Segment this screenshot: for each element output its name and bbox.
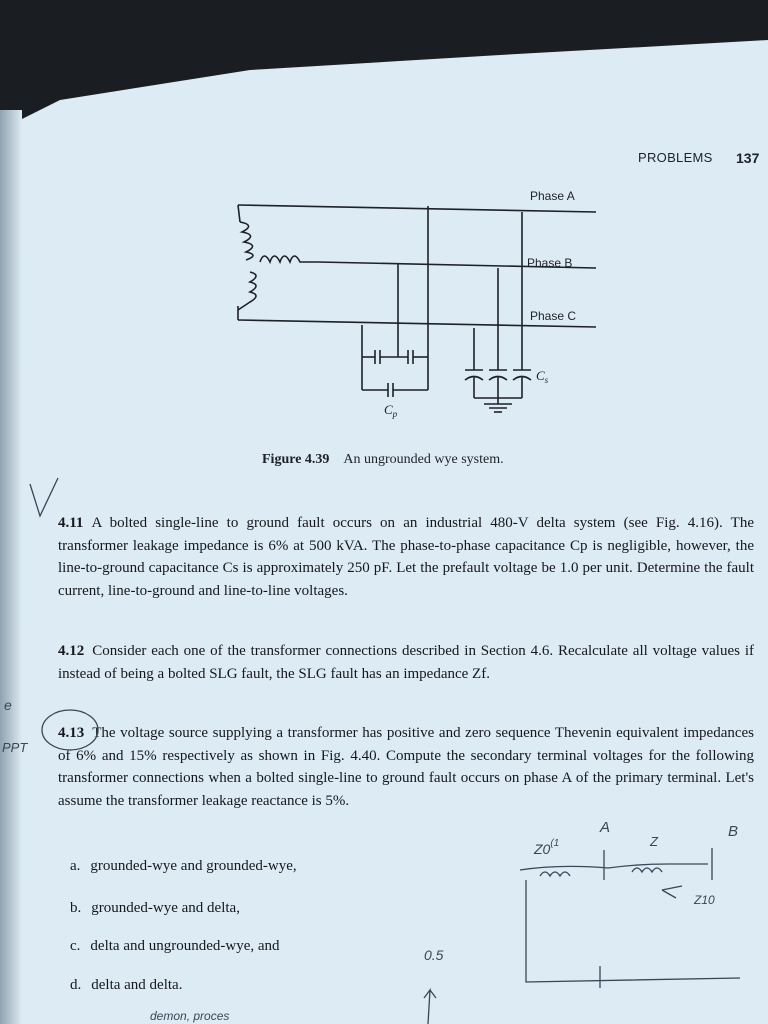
option-d: d. delta and delta. [70,977,183,993]
up-arrow-icon [424,990,436,1024]
page-number: 137 [736,150,760,166]
margin-note-e: e [4,697,12,713]
hand-z01: Z0$^{(1}$ [534,838,560,857]
cp-label: $C_p$ [384,402,398,419]
problem-4-11: 4.11 A bolted single-line to ground fault occurs on an industrial 480-V delta system (see Fig. 4.16). The transformer leakage impedance is 6% at 500 kVA. The phase-to-phase capacitance Cp is negligible, however, the line-to-ground capacitance Cs is approximately 250 pF. Let the prefault voltage be 1.0 per unit. Determine the fault current, line-to-ground and line-to-line voltages. [58,515,754,599]
option-b: b. grounded-wye and delta, [70,900,240,916]
problem-4-12: 4.12 Consider each one of the transformer connections described in Section 4.6. Recalculate all voltage values if instead of being a bolted SLG fault, the SLG fault has an impedance Zf. [58,643,754,682]
option-a: a. grounded-wye and grounded-wye, [70,858,297,874]
hand-label-z: Z [650,834,658,849]
running-head: PROBLEMS [638,150,713,165]
margin-note-ppt: PPT [2,740,28,755]
option-c: c. delta and ungrounded-wye, and [70,938,280,954]
hand-label-a: A [600,819,611,836]
phase-a-label: Phase A [530,189,575,203]
arrow-icon [662,886,682,898]
checkmark-icon [30,478,58,516]
caption-number: Figure 4.39 [262,452,330,467]
hand-label-b: B [728,823,739,840]
hand-z10: Z10 [694,893,715,907]
circle-around-4-13 [42,710,98,750]
caption-text: An ungrounded wye system. [343,452,504,467]
problem-4-13: 4.13 The voltage source supplying a transformer has positive and zero sequence Thevenin equivalent impedances of 6% and 15% respectively as shown in Fig. 4.40. Compute the secondary terminal voltages for the following transformer connections when a bolted single-line to ground fault occurs on phase A of the primary terminal. Let's assume the transformer leakage reactance is 5%. [58,725,754,809]
cs-label: $C_s$ [536,368,549,385]
hand-bottom-note: demon, proces [150,1009,230,1023]
hand-half: 0.5 [424,947,444,963]
phase-b-label: Phase B [527,256,573,270]
phase-c-label: Phase C [530,309,577,323]
